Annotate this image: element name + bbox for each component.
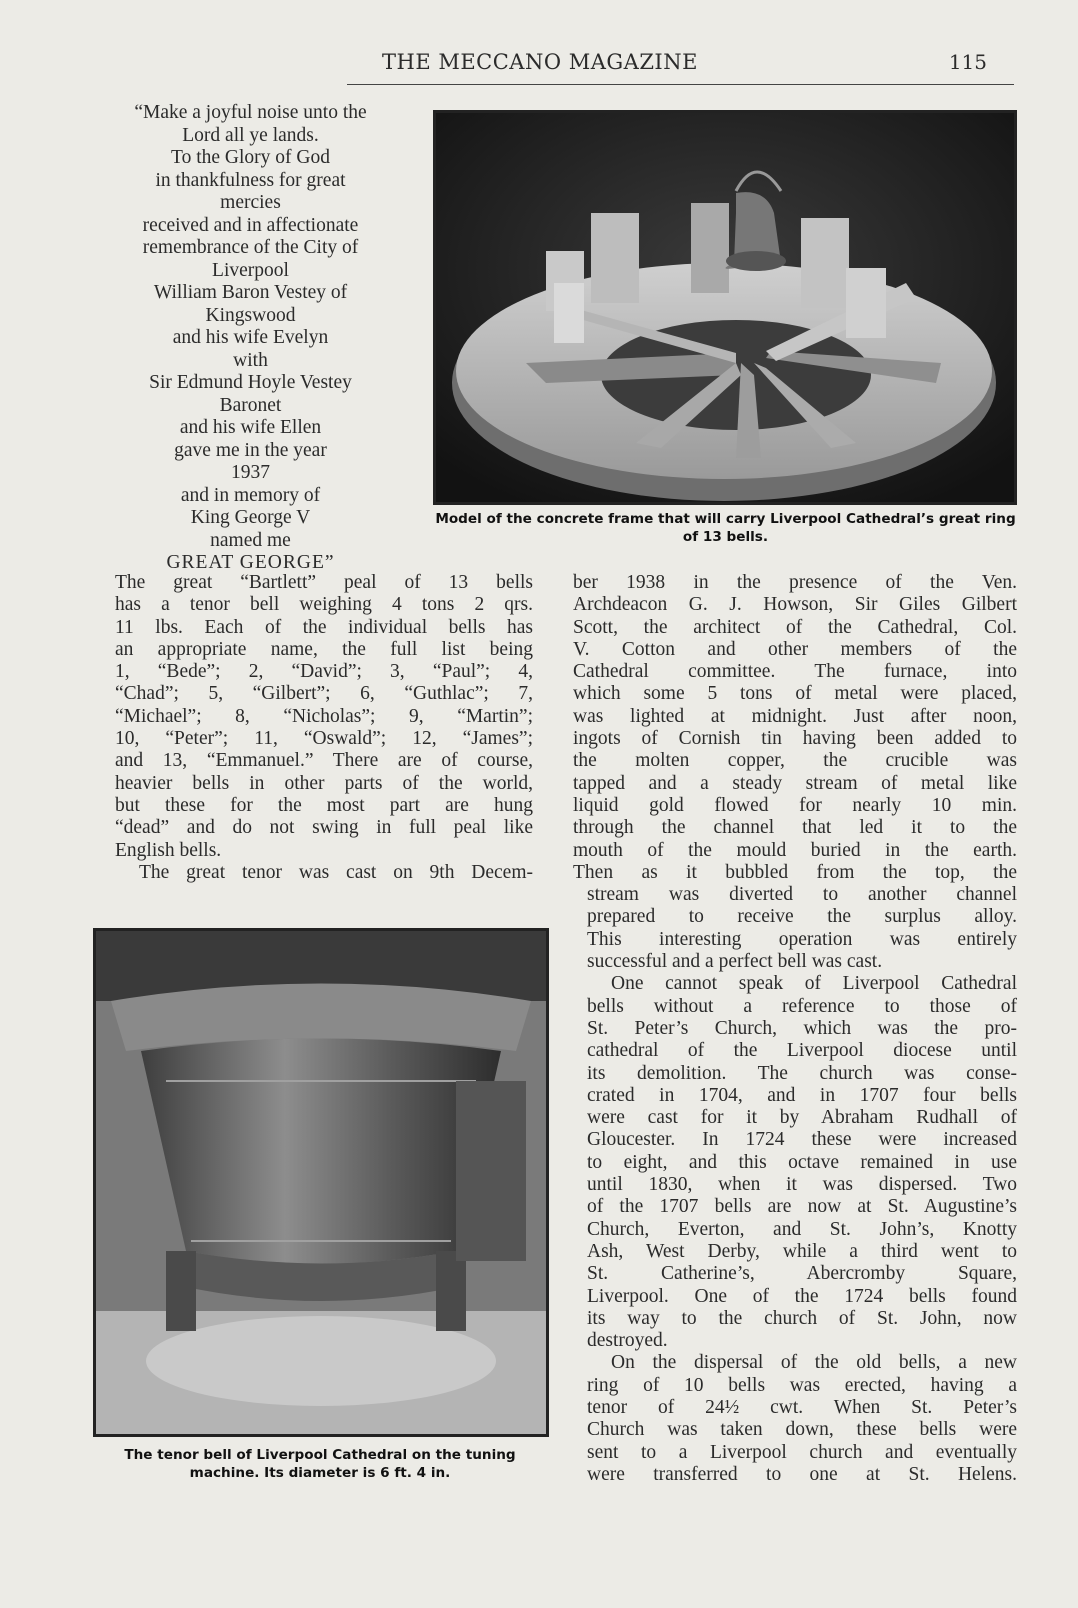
text-line: its demolition. The church was conse- <box>587 1062 1017 1084</box>
text-line: sent to a Liverpool church and eventually <box>587 1441 1017 1463</box>
inscription-line: King George V <box>190 507 311 528</box>
text-line: its way to the church of St. John, now <box>587 1307 1017 1329</box>
page-header <box>347 48 1014 85</box>
concrete-frame-model-photo <box>433 110 1017 505</box>
text-line: English bells. <box>115 839 222 861</box>
inscription-line: Lord all ye lands. <box>182 124 319 146</box>
text-line: mouth of the mould buried in the earth. <box>573 839 1017 861</box>
text-line: The great “Bartlett” peal of 13 bells <box>115 572 533 593</box>
text-line: “Chad”; 5, “Gilbert”; 6, “Guthlac”; 7, <box>115 683 533 705</box>
inscription-line: 1937 <box>231 462 270 483</box>
bell-inscription <box>82 102 419 575</box>
text-line: but these for the most part are hung <box>115 794 533 816</box>
text-line: liquid gold flowed for nearly 10 min. <box>573 794 1017 816</box>
text-line: Gloucester. In 1724 these were increased <box>587 1129 1017 1151</box>
text-line: tenor of 24½ cwt. When St. Peter’s <box>587 1396 1017 1418</box>
text-line: Church, Everton, and St. John’s, Knotty <box>587 1218 1017 1240</box>
text-line: heavier bells in other parts of the world, <box>115 772 533 794</box>
inscription-line: Sir Edmund Hoyle Vestey <box>149 372 352 393</box>
tenor-bell-illustration <box>96 931 546 1434</box>
tenor-bell-caption: The tenor bell of Liverpool Cathedral on the tuning machine. Its diameter is 6 ft. 4 in. <box>124 1447 516 1481</box>
text-line: cathedral of the Liverpool diocese until <box>587 1040 1017 1062</box>
text-line: were transferred to one at St. Helens. <box>587 1463 1017 1485</box>
text-line: and 13, “Emmanuel.” There are of course, <box>115 750 533 772</box>
text-line: has a tenor bell weighing 4 tons 2 qrs. <box>115 594 533 616</box>
tenor-bell-photo <box>93 928 549 1437</box>
page-number: 115 <box>948 50 987 74</box>
inscription-line: named me <box>210 529 291 551</box>
text-line: On the dispersal of the old bells, a new <box>611 1352 1017 1374</box>
text-line: stream was diverted to another channel <box>587 884 1017 906</box>
text-line: of the 1707 bells are now at St. Augustine’s <box>587 1196 1017 1218</box>
inscription-line: To the Glory of God <box>171 147 330 168</box>
text-line: was lighted at midnight. Just after noon, <box>573 705 1017 727</box>
text-line: ring of 10 bells was erected, having a <box>587 1374 1017 1396</box>
text-line: to eight, and this octave remained in use <box>587 1151 1017 1173</box>
magazine-title: THE MECCANO MAGAZINE <box>382 50 698 74</box>
inscription-line: Baronet <box>219 394 282 416</box>
text-line: Archdeacon G. J. Howson, Sir Giles Gilbert <box>573 594 1017 616</box>
text-line: V. Cotton and other members of the <box>573 638 1017 660</box>
text-line: tapped and a steady stream of metal like <box>573 772 1017 794</box>
text-line: 10, “Peter”; 11, “Oswald”; 12, “James”; <box>115 728 533 750</box>
text-line: prepared to receive the surplus alloy. <box>587 906 1017 928</box>
text-line: St. Catherine’s, Abercromby Square, <box>587 1263 1017 1285</box>
text-line: bells without a reference to those of <box>587 995 1017 1017</box>
text-line: Cathedral committee. The furnace, into <box>573 661 1017 683</box>
inscription-line: GREAT GEORGE” <box>166 552 335 573</box>
inscription-line: Liverpool <box>212 259 289 281</box>
text-line: Scott, the architect of the Cathedral, Col. <box>573 616 1017 638</box>
inscription-line: “Make a joyful noise unto the <box>134 102 367 123</box>
text-line: Then as it bubbled from the top, the <box>573 861 1017 883</box>
text-line: “dead” and do not swing in full peal like <box>115 817 533 839</box>
frame-model-illustration <box>436 113 1014 502</box>
inscription-line: remembrance of the City of <box>142 237 359 258</box>
text-line: “Michael”; 8, “Nicholas”; 9, “Martin”; <box>115 705 533 727</box>
left-column-text <box>91 572 533 884</box>
inscription-line: received and in affectionate <box>142 214 359 236</box>
text-line: until 1830, when it was dispersed. Two <box>587 1174 1017 1196</box>
text-line: 1, “Bede”; 2, “David”; 3, “Paul”; 4, <box>115 661 533 683</box>
text-line: Liverpool. One of the 1724 bells found <box>587 1285 1017 1307</box>
text-line: This interesting operation was entirely <box>587 928 1017 950</box>
text-line: ber 1938 in the presence of the Ven. <box>573 572 1017 593</box>
text-line: the molten copper, the crucible was <box>573 750 1017 772</box>
text-line: successful and a perfect bell was cast. <box>587 951 883 973</box>
inscription-line: in thankfulness for great <box>155 169 346 191</box>
text-line: The great tenor was cast on 9th Decem- <box>139 861 533 883</box>
frame-model-caption: Model of the concrete frame that will carry Liverpool Cathedral’s great ring of 13 bells. <box>435 511 1016 545</box>
text-line: destroyed. <box>587 1330 668 1352</box>
text-line: an appropriate name, the full list being <box>115 638 533 660</box>
text-line: ingots of Cornish tin having been added to <box>573 728 1017 750</box>
paragraph <box>91 572 533 884</box>
inscription-line: and in memory of <box>180 484 321 506</box>
text-line: were cast for it by Abraham Rudhall of <box>587 1107 1017 1129</box>
text-line: which some 5 tons of metal were placed, <box>573 683 1017 705</box>
inscription-line: and his wife Ellen <box>179 417 322 438</box>
text-line: Church was taken down, these bells were <box>587 1419 1017 1441</box>
text-line: St. Peter’s Church, which was the pro- <box>587 1017 1017 1039</box>
text-line: through the channel that led it to the <box>573 817 1017 839</box>
inscription-line: mercies <box>220 192 281 213</box>
text-line: crated in 1704, and in 1707 four bells <box>587 1084 1017 1106</box>
text-line: 11 lbs. Each of the individual bells has <box>115 616 533 638</box>
inscription-line: gave me in the year <box>174 439 327 461</box>
inscription-line: with <box>233 349 268 371</box>
inscription-line: and his wife Evelyn <box>172 327 329 348</box>
right-column-text <box>573 572 1017 1486</box>
inscription-line: William Baron Vestey of <box>153 282 348 303</box>
text-line: Ash, West Derby, while a third went to <box>587 1240 1017 1262</box>
inscription-line: Kingswood <box>205 304 296 326</box>
text-line: One cannot speak of Liverpool Cathedral <box>611 973 1017 995</box>
